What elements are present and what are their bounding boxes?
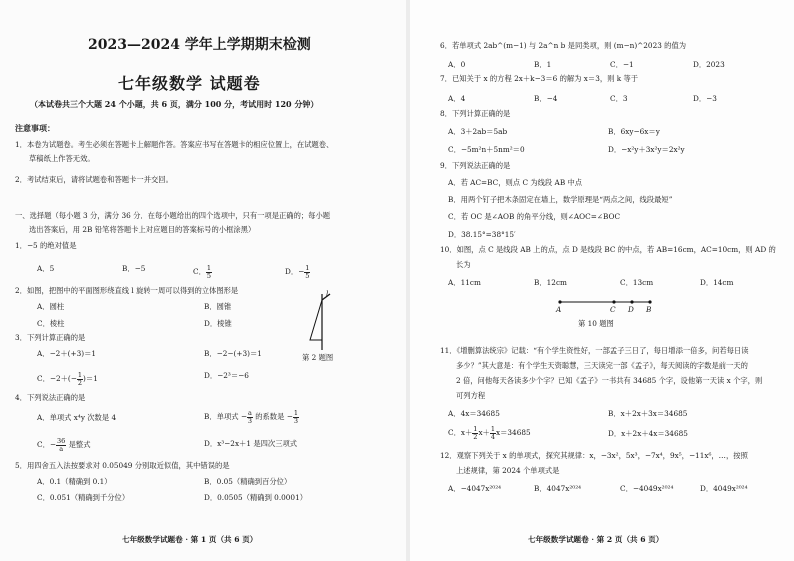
point-b bbox=[648, 300, 651, 303]
q12-option-c: C．−4049x²⁰²⁴ bbox=[620, 484, 674, 493]
q9-option-d: D．38.15°=38°15′ bbox=[448, 230, 516, 239]
q8-option-b: B．6xy−6x＝y bbox=[608, 127, 660, 136]
q2-option-b: B．圆锥 bbox=[204, 302, 232, 311]
right-page bbox=[410, 0, 794, 561]
q8-option-d: D．−x²y＋3x²y＝2x²y bbox=[608, 145, 685, 154]
point-c bbox=[612, 300, 615, 303]
q11-line-2: 多少？”其大意是：有个学生天资聪慧，三天读完一部《孟子》，每天阅读的字数是前一天的 bbox=[456, 361, 748, 370]
q10-option-a: A．11cm bbox=[448, 278, 481, 287]
exam-subject: 七年级数学 试题卷 bbox=[118, 74, 261, 93]
q10-stem-cont: 长为 bbox=[456, 260, 471, 269]
q10-option-b: B．12cm bbox=[534, 278, 567, 287]
q5-option-c: C．0.051（精确到千分位） bbox=[37, 493, 130, 502]
q7-option-c: C．3 bbox=[610, 94, 628, 103]
q9-option-b: B．用两个钉子把木条固定在墙上，数学原理是“两点之间，线段最短” bbox=[448, 195, 673, 204]
q4-option-c: C．− $\frac{36}{a}$ 是整式 bbox=[37, 437, 91, 453]
q3-stem: 3．下列计算正确的是 bbox=[15, 333, 86, 342]
q7-option-a: A．4 bbox=[448, 94, 466, 103]
q3-option-d: D．−2³＝−6 bbox=[204, 371, 249, 380]
left-footer: 七年级数学试题卷 · 第 1 页（共 6 页） bbox=[122, 535, 258, 544]
q10-option-d: D．14cm bbox=[700, 278, 734, 287]
exam-title: 2023—2024 学年上学期期末检测 bbox=[88, 37, 311, 53]
q11-line-1: 11．《增删算法统宗》记载：“有个学生资性好，一部孟子三日了，每日增添一倍多，问若每日读 bbox=[440, 346, 749, 355]
q9-stem: 9．下列说法正确的是 bbox=[440, 161, 511, 170]
q5-stem: 5．用四舍五入法按要求对 0.05049 分别取近似值，其中错误的是 bbox=[15, 461, 230, 470]
q12-option-a: A．−4047x²⁰²⁴ bbox=[448, 484, 502, 493]
q1-option-c: C． $\frac{1}{5}$ bbox=[193, 264, 212, 280]
q10-caption: 第 10 题图 bbox=[578, 319, 614, 328]
point-a bbox=[558, 300, 561, 303]
q2-caption: 第 2 题图 bbox=[302, 353, 334, 362]
q10-label-b: B bbox=[646, 305, 652, 314]
q1-option-b: B．−5 bbox=[122, 264, 146, 273]
q10-label-c: C bbox=[610, 305, 616, 314]
note-item-1: 1．本卷为试题卷。考生必须在答题卡上解题作答。答案应书写在答题卡的相应位置上，在试题卷、 bbox=[15, 140, 334, 149]
q7-option-b: B．−4 bbox=[534, 94, 558, 103]
q12-line-1: 12．观察下列关于 x 的单项式，探究其规律：x，−3x²，5x³，−7x⁴，9x⁵，−11x⁶，…，按照 bbox=[440, 451, 748, 460]
q9-option-a: A．若 AC=BC，则点 C 为线段 AB 中点 bbox=[448, 178, 583, 187]
q6-option-d: D．2023 bbox=[693, 60, 725, 69]
q5-option-b: B．0.05（精确到百分位） bbox=[204, 477, 292, 486]
section1-line2: 选出答案后，用 2B 铅笔将答题卡上对应题目的答案标号的小框涂黑） bbox=[29, 225, 256, 234]
q4-option-a: A．单项式 x⁴y 次数是 4 bbox=[37, 413, 117, 422]
q12-line-2: 上述规律，第 2024 个单项式是 bbox=[456, 466, 560, 475]
q2-figure bbox=[300, 289, 340, 352]
notes-heading: 注意事项： bbox=[15, 123, 55, 133]
q10-label-a: A bbox=[556, 305, 562, 314]
note-item-1-cont: 草稿纸上作答无效。 bbox=[29, 154, 95, 163]
q8-option-a: A．3＋2ab＝5ab bbox=[448, 127, 508, 136]
q1-option-d: D．− $\frac{1}{5}$ bbox=[285, 264, 310, 280]
q10-option-c: C．13cm bbox=[620, 278, 654, 287]
q11-option-d: D．x＋2x＋4x＝34685 bbox=[608, 429, 688, 438]
q10-label-d: D bbox=[628, 305, 634, 314]
right-footer: 七年级数学试题卷 · 第 2 页（共 6 页） bbox=[528, 535, 664, 544]
q5-option-d: D．0.0505（精确到 0.0001） bbox=[204, 493, 308, 502]
q5-option-a: A．0.1（精确到 0.1） bbox=[37, 477, 112, 486]
q8-stem: 8．下列计算正确的是 bbox=[440, 109, 511, 118]
q6-stem: 6．若单项式 2ab^(m−1) 与 2a^n b 是同类项，则 (m−n)^2023 的值为 bbox=[440, 41, 687, 50]
q3-option-a: A．−2＋(+3)＝1 bbox=[37, 349, 97, 358]
q7-stem: 7．已知关于 x 的方程 2x＋k−3＝6 的解为 x＝3，则 k 等于 bbox=[440, 74, 639, 83]
q11-line-4: 可列方程 bbox=[456, 391, 486, 400]
q1-stem: 1．−5 的绝对值是 bbox=[15, 241, 77, 250]
q11-option-c: C．x＋ $\frac{1}{2}$ x＋ $\frac{1}{4}$ x＝34685 bbox=[448, 425, 531, 441]
q3-option-c: C．−2＋(− $\frac{1}{2}$ )＝1 bbox=[37, 371, 98, 387]
q8-option-c: C．−5m²n＋5nm²＝0 bbox=[448, 145, 525, 154]
q2-axis-label: l bbox=[326, 289, 329, 298]
q10-figure bbox=[550, 296, 660, 316]
q9-option-c: C．若 OC 是∠AOB 的角平分线，则∠AOC=∠BOC bbox=[448, 212, 621, 221]
exam-info: （本试卷共三个大题 24 个小题，共 6 页，满分 100 分，考试用时 120 分钟） bbox=[30, 99, 319, 109]
q6-option-c: C．−1 bbox=[610, 60, 634, 69]
q11-option-b: B．x＋2x＋3x＝34685 bbox=[608, 409, 688, 418]
q6-option-a: A．0 bbox=[448, 60, 466, 69]
q2-option-a: A．圆柱 bbox=[37, 302, 65, 311]
q11-option-a: A．4x＝34685 bbox=[448, 409, 500, 418]
q2-option-d: D．棱锥 bbox=[204, 319, 232, 328]
note-item-2: 2．考试结束后，请将试题卷和答题卡一并交回。 bbox=[15, 175, 173, 184]
q10-stem: 10．如图，点 C 是线段 AB 上的点，点 D 是线段 BC 的中点，若 AB=16cm，AC=10cm，则 AD 的 bbox=[440, 245, 776, 254]
q4-option-d: D．x³−2x＋1 是四次三项式 bbox=[204, 439, 298, 448]
q11-line-3: 2 倍，问他每天各读多少个字？已知《孟子》一书共有 34685 个字，设他第一天读 x 个字，则 bbox=[456, 376, 763, 385]
q6-option-b: B．1 bbox=[534, 60, 552, 69]
q3-option-b: B．−2−(+3)＝1 bbox=[204, 349, 262, 358]
q12-option-b: B．4047x²⁰²⁴ bbox=[534, 484, 582, 493]
q7-option-d: D．−3 bbox=[693, 94, 717, 103]
q4-stem: 4．下列说法正确的是 bbox=[15, 393, 86, 402]
section1-line1: 一、选择题（每小题 3 分，满分 36 分．在每小题给出的四个选项中，只有一项是正确的；每小题 bbox=[15, 211, 331, 220]
q4-option-b: B．单项式 − $\frac{a}{3}$ 的系数是 − $\frac{1}{3}$ bbox=[204, 409, 298, 425]
point-d bbox=[630, 300, 633, 303]
q1-option-a: A．5 bbox=[37, 264, 55, 273]
q12-option-d: D．4049x²⁰²⁴ bbox=[700, 484, 748, 493]
q2-option-c: C．棱柱 bbox=[37, 319, 65, 328]
q2-stem: 2．如图，把图中的平面图形绕直线 l 旋转一周可以得到的立体图形是 bbox=[15, 286, 239, 295]
